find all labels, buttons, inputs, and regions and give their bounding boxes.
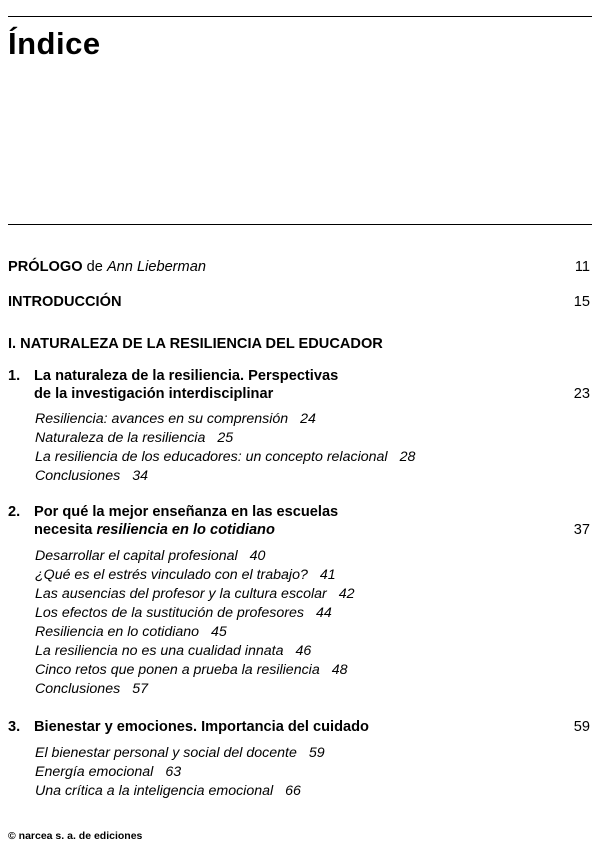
toc-entry-introduccion[interactable]	[8, 293, 590, 311]
chapter-1-title[interactable]	[8, 367, 590, 385]
section-title: ¿Qué es el estrés vinculado con el trabajo?	[35, 567, 308, 583]
page-title: Índice	[8, 26, 101, 61]
section-page: 25	[217, 430, 234, 446]
chapter-3-title[interactable]	[8, 718, 590, 736]
chapter-1-title-line1: La naturaleza de la resiliencia. Perspectivas	[34, 368, 339, 384]
section-title: Resiliencia: avances en su comprensión	[35, 411, 289, 427]
toc-entry-prologo[interactable]	[8, 258, 590, 276]
section-title: Naturaleza de la resiliencia	[35, 430, 206, 446]
chapter-2-number: 2.	[8, 504, 21, 520]
section-item[interactable]	[35, 547, 265, 565]
section-title: Cinco retos que ponen a prueba la resiliencia	[35, 662, 320, 678]
section-page: 42	[338, 586, 355, 602]
section-title: La resiliencia no es una cualidad innata	[35, 643, 284, 659]
section-page: 44	[315, 605, 332, 621]
chapter-2-title-cont[interactable]	[8, 521, 590, 539]
section-title: Conclusiones	[35, 468, 121, 484]
chapter-2-page: 37	[573, 522, 590, 538]
prologo-de: de	[86, 259, 103, 275]
chapter-2-title-line2a: necesita	[34, 522, 97, 538]
section-item[interactable]	[35, 623, 227, 641]
chapter-1-title-line2: de la investigación interdisciplinar	[34, 386, 274, 402]
section-item[interactable]	[35, 680, 148, 698]
section-page: 34	[132, 468, 148, 484]
prologo-label: PRÓLOGO	[8, 259, 83, 275]
section-item[interactable]	[35, 429, 233, 447]
chapter-1-title-cont[interactable]	[8, 385, 590, 403]
chapter-2-title-line2b: resiliencia en lo cotidiano	[96, 522, 275, 538]
chapter-2-title[interactable]	[8, 503, 590, 521]
section-title: Resiliencia en lo cotidiano	[35, 624, 200, 640]
chapter-3-page: 59	[573, 719, 590, 735]
section-title: Desarrollar el capital profesional	[35, 548, 238, 564]
section-item[interactable]	[35, 585, 355, 603]
section-title: Energía emocional	[35, 764, 154, 780]
section-item[interactable]	[35, 566, 336, 584]
section-title: La resiliencia de los educadores: un concepto relacional	[35, 449, 388, 465]
section-item[interactable]	[35, 410, 316, 428]
top-rule	[8, 16, 592, 17]
introduccion-page: 15	[573, 294, 590, 310]
chapter-2-title-line1: Por qué la mejor enseñanza en las escuelas	[34, 504, 339, 520]
section-item[interactable]	[35, 661, 348, 679]
section-title: Los efectos de la sustitución de profesores	[35, 605, 304, 621]
chapter-1-page: 23	[573, 386, 590, 402]
section-title: Conclusiones	[35, 681, 121, 697]
section-page: 28	[399, 449, 416, 465]
divider-rule	[8, 224, 592, 225]
section-item[interactable]	[35, 642, 311, 660]
section-page: 40	[249, 548, 266, 564]
prologo-author: Ann Lieberman	[106, 259, 206, 275]
prologo-page: 11	[574, 259, 590, 275]
section-page: 45	[211, 624, 227, 640]
section-title: El bienestar personal y social del docente	[35, 745, 297, 761]
section-page: 66	[285, 783, 301, 799]
section-item[interactable]	[35, 782, 301, 800]
chapter-3-number: 3.	[8, 719, 21, 735]
section-item[interactable]	[35, 604, 332, 622]
chapter-3-title-text: Bienestar y emociones. Importancia del cuidado	[34, 719, 369, 735]
section-page: 46	[295, 643, 312, 659]
introduccion-label: INTRODUCCIÓN	[8, 294, 122, 310]
section-title: Las ausencias del profesor y la cultura escolar	[35, 586, 327, 602]
section-page: 24	[300, 411, 316, 427]
section-page: 57	[132, 681, 148, 697]
section-item[interactable]	[35, 448, 415, 466]
section-item[interactable]	[35, 763, 181, 781]
section-page: 41	[319, 567, 336, 583]
section-item[interactable]	[35, 467, 148, 485]
section-item[interactable]	[35, 744, 325, 762]
section-title: Una crítica a la inteligencia emocional	[35, 783, 274, 799]
section-page: 48	[331, 662, 348, 678]
section-page: 59	[308, 745, 325, 761]
part-title: I. NATURALEZA DE LA RESILIENCIA DEL EDUCADOR	[8, 336, 383, 352]
publisher-footer: © narcea s. a. de ediciones	[8, 830, 143, 842]
chapter-1-number: 1.	[8, 368, 21, 384]
section-page: 63	[165, 764, 182, 780]
